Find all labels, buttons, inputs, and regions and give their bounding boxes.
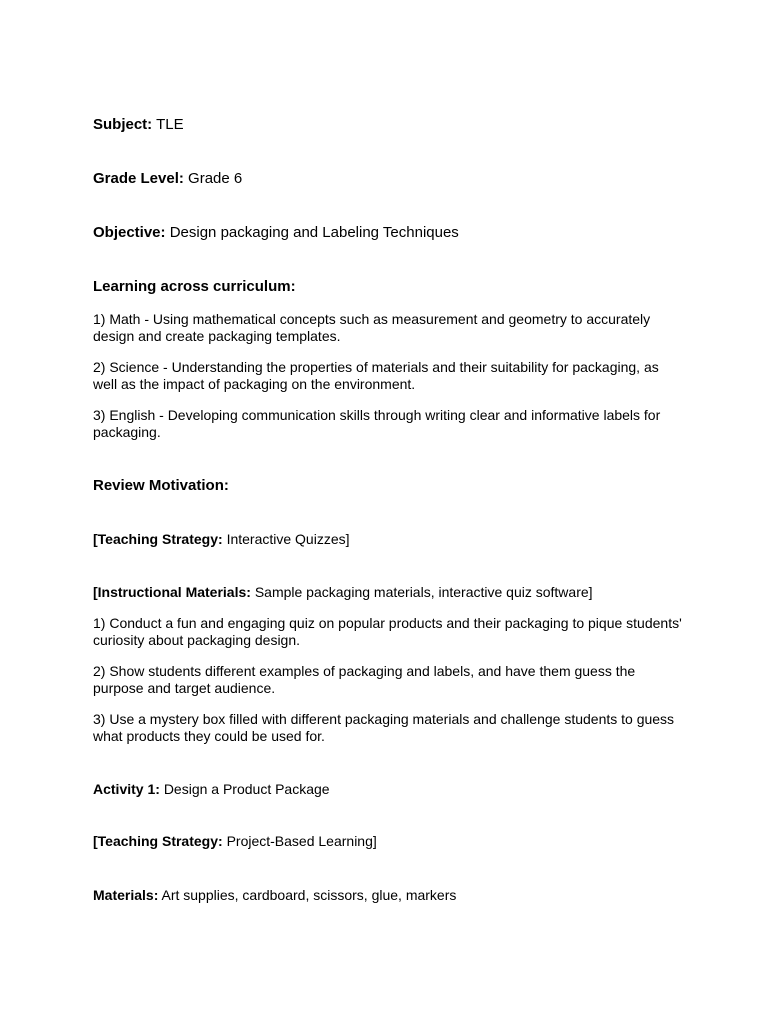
activity-1-label: Activity 1: — [93, 781, 160, 797]
materials-label: Materials: — [93, 887, 159, 903]
subject-value: TLE — [156, 116, 184, 133]
motivation-item-1: 1) Conduct a fun and engaging quiz on popular products and their packaging to pique students' curiosity about packaging design. — [93, 615, 682, 648]
objective-value: Design packaging and Labeling Techniques — [169, 224, 459, 241]
grade-level-value: Grade 6 — [188, 170, 243, 187]
motivation-item-3: 3) Use a mystery box filled with different packaging materials and challenge students to guess what products they could be used for. — [93, 711, 675, 744]
materials-line — [93, 887, 693, 904]
teaching-strategy-value: Project-Based Learning] — [226, 833, 377, 849]
subject-label: Subject: — [93, 116, 153, 133]
review-teaching-strategy-line: [Teaching Strategy: Interactive Quizzes] — [93, 531, 350, 547]
teaching-strategy-label: Teaching Strategy: — [97, 531, 223, 547]
activity-1-value: Design a Product Package — [163, 781, 330, 797]
activity-teaching-strategy-line: [Teaching Strategy: Project-Based Learning] — [93, 833, 377, 849]
curriculum-item-english: 3) English - Developing communication skills through writing clear and informative labels for packaging. — [93, 407, 661, 440]
curriculum-item-math: 1) Math - Using mathematical concepts such as measurement and geometry to accurately design and create packaging templates. — [93, 311, 651, 344]
objective-line — [93, 224, 693, 242]
grade-level-label: Grade Level: — [93, 170, 184, 187]
teaching-strategy-value: Interactive Quizzes] — [226, 531, 350, 547]
curriculum-item-science: 2) Science - Understanding the properties of materials and their suitability for packaging, as well as the impact of packaging on the environment. — [93, 359, 659, 392]
review-motivation-heading: Review Motivation: — [93, 477, 229, 494]
instructional-materials-line: [Instructional Materials: Sample packaging materials, interactive quiz software] — [93, 584, 593, 600]
instructional-materials-label: Instructional Materials: — [97, 584, 251, 600]
instructional-materials-value: Sample packaging materials, interactive quiz software] — [254, 584, 593, 600]
subject-line — [93, 116, 693, 134]
grade-level-line — [93, 170, 693, 188]
teaching-strategy-label: Teaching Strategy: — [97, 833, 223, 849]
activity-1-line — [93, 781, 693, 798]
materials-value: Art supplies, cardboard, scissors, glue, markers — [161, 887, 457, 903]
motivation-item-2: 2) Show students different examples of packaging and labels, and have them guess the purpose and target audience. — [93, 663, 636, 696]
learning-across-curriculum-heading: Learning across curriculum: — [93, 278, 296, 295]
objective-label: Objective: — [93, 224, 166, 241]
